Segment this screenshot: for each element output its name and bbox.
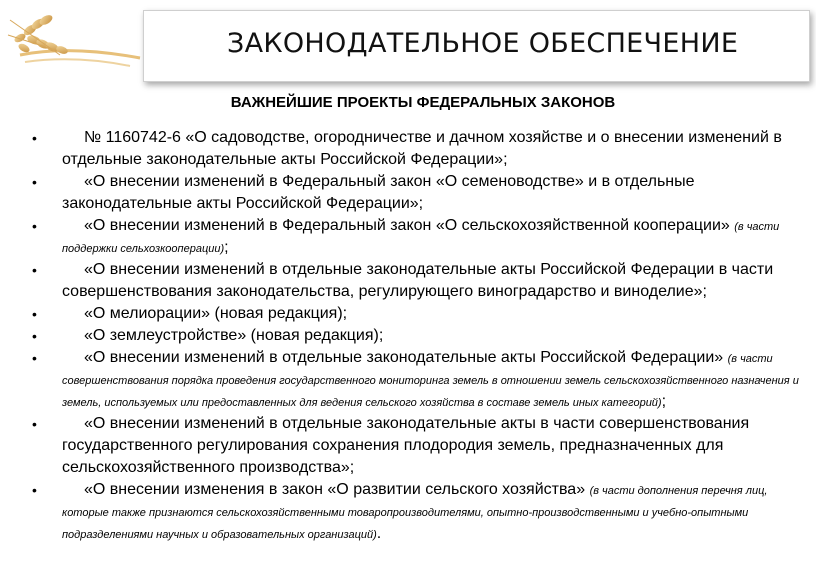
bullet: •: [32, 174, 37, 190]
bullet: •: [32, 262, 37, 278]
item-text: «О внесении изменений в отдельные законодательные акты Российской Федерации в части совершенствования законодательства, регулирующего виноградарство и виноделие»;: [62, 261, 774, 300]
list-item: [0, 259, 816, 303]
item-note: (в части поддержки сельхозкооперации): [62, 221, 780, 255]
list-item: [0, 215, 816, 259]
bullet: •: [32, 328, 37, 344]
list-item: [0, 303, 816, 325]
page-title: ЗАКОНОДАТЕЛЬНОЕ ОБЕСПЕЧЕНИЕ: [227, 28, 739, 59]
item-tail: .: [376, 525, 382, 542]
list-item: [0, 171, 816, 215]
item-text: «О внесении изменений в Федеральный закон «О семеноводстве» и в отдельные законодательные акты Российской Федерации»;: [62, 173, 695, 212]
item-text: «О внесении изменений в Федеральный закон «О сельскохозяйственной кооперации»: [84, 217, 730, 234]
wheat-decoration-icon: [0, 0, 150, 90]
item-text: «О внесении изменений в отдельные законодательные акты в части совершенствования государственного регулирования сохранения плодородия земель, предназначенных для сельскохозяйственного производства»;: [62, 415, 750, 476]
bullet: •: [32, 218, 37, 234]
list-item: [0, 127, 816, 171]
item-text: «О землеустройстве» (новая редакция);: [84, 327, 384, 344]
list-item: [0, 413, 816, 479]
list-item: [0, 325, 816, 347]
item-note: (в части совершенствования порядка проведения государственного мониторинга земель в отношении земель сельскохозяйственного назначения и земель, используемых или предоставленных для ведения сельского хозяйства в составе земель иных категорий): [62, 353, 799, 409]
bullet: •: [32, 482, 37, 498]
bullet: •: [32, 130, 37, 146]
item-tail: ;: [224, 239, 229, 256]
section-subtitle: ВАЖНЕЙШИЕ ПРОЕКТЫ ФЕДЕРАЛЬНЫХ ЗАКОНОВ: [230, 94, 616, 111]
item-note: (в части дополнения перечня лиц, которые также признаются сельскохозяйственными товаропроизводителями, опытно-производственными и учебно-опытными подразделениями научных и образовательных организаций): [62, 485, 768, 541]
item-text: «О мелиорации» (новая редакция);: [84, 305, 348, 322]
list-item: [0, 347, 816, 413]
bullet: •: [32, 416, 37, 432]
title-box: [143, 10, 810, 82]
item-text: «О внесении изменений в отдельные законодательные акты Российской Федерации»: [84, 349, 724, 366]
item-text: «О внесении изменения в закон «О развитии сельского хозяйства»: [84, 481, 586, 498]
item-text: № 1160742-6 «О садоводстве, огородничестве и дачном хозяйстве и о внесении изменений в отдельные законодательные акты Российской Федерации»;: [62, 129, 782, 168]
bills-list: [0, 127, 816, 545]
bullet: •: [32, 350, 37, 366]
item-tail: ;: [661, 393, 667, 410]
list-item: [0, 479, 816, 545]
bullet: •: [32, 306, 37, 322]
